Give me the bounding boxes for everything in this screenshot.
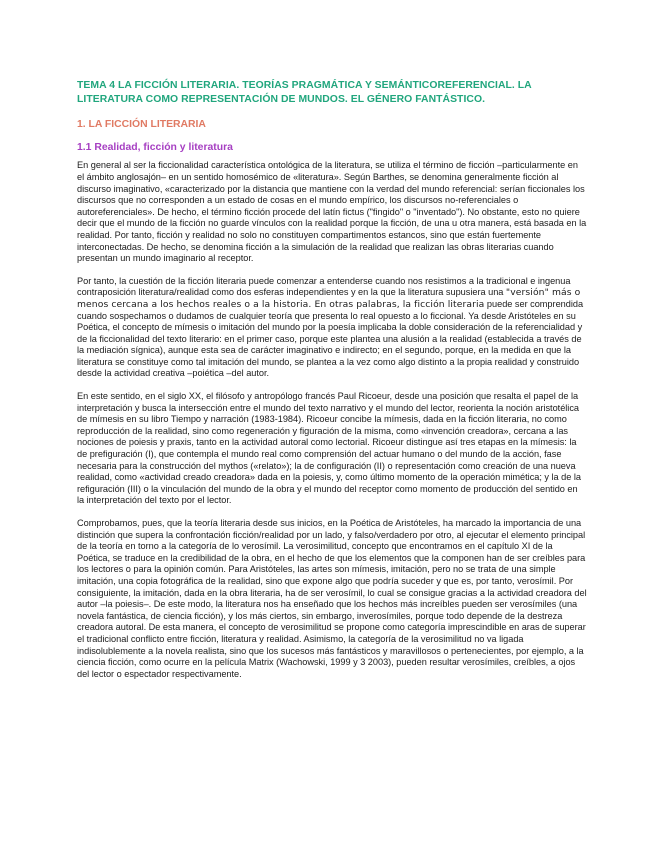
paragraph-4: Comprobamos, pues, que la teoría literaria desde sus inicios, en la Poética de Aristóteles, ha marcado la importancia de una distinción que supera la confrontación ficción/realidad por un lado, y falso/verdadero por otro, al ejecutar el elemento principal de la teoría en torno a la categoría de lo verosímil. La verosimilitud, concepto que encontramos en el capítulo XI de la Poética, se traduce en la credibilidad de la obra, en el hecho de que los elementos que la componen han de ser creíbles para los lectores o para la opinión común. Para Aristóteles, las artes son mímesis, imitación, pero no se trata de una simple imitación, una copia fotográfica de la realidad, sino que expone algo que podría suceder y que es, por tanto, verosímil. Por consiguiente, la imitación, dada en la obra literaria, ha de ser verosímil, lo cual se consigue gracias a la actividad creadora del autor –la poiesis–. De este modo, la literatura nos ha enseñado que los hechos más increíbles pueden ser verosímiles (una novela fantástica, de ciencia ficción), y los más ciertos, sin embargo, inverosímiles, porque todo depende de la destreza creadora autoral. De esta manera, el concepto de verosimilitud se propone como categoría imprescindible en aras de superar el tradicional conflicto entre ficción, literatura y realidad. Asimismo, la categoría de la verosimilitud no va ligada indisolublemente a la novela realista, sino que los sucesos más fantásticos y maravillosos o pertenecientes, por ejemplo, a la ciencia ficción, como ocurre en la película Matrix (Wachowski, 1999 y 3 2003), pueden resultar verosímiles, creíbles, a ojos del lector o espectador respectivamente. (77, 518, 587, 679)
paragraph-3: En este sentido, en el siglo XX, el filósofo y antropólogo francés Paul Ricoeur, desde una posición que resalta el papel de la interpretación y busca la intersección entre el mundo del texto narrativo y el mundo del lector, reorienta la noción aristotélica de mímesis en su libro Tiempo y narración (1983-1984). Ricoeur concibe la mímesis, dada en la ficción literaria, no como reproducción de la realidad, sino como regeneración y figuración de la misma, como «invención creadora», cercana a las nociones de poiesis y praxis, tanto en la actividad autoral como lectorial. Ricoeur distingue así tres etapas en la mímesis: la de prefiguración (I), que contempla el mundo real como comprensión del actuar humano o del mundo de la acción, fase necesaria para la construcción del mythos («relato»); la de configuración (II) o representación como creación de una nueva realidad, como «actividad creado creadora» dada en la poiesis, y, como último momento de la operación mimética; y la de la refiguración (III) o la vinculación del mundo de la obra y el mundo del receptor como momento de producción del sentido en la interpretación del texto por el lector. (77, 391, 581, 506)
paragraph-2 (77, 276, 587, 380)
subsection-heading: 1.1 Realidad, ficción y literatura (77, 141, 233, 153)
paragraph-2-start: Por tanto, la cuestión de la ficción literaria puede comenzar a entenderse cuando nos resistimos a la tradicional e ingenua contraposición literatura/realidad como dos esferas independientes y en la que la literatura supusiera una (77, 275, 571, 298)
paragraph-2-emphasis: "versión" más o menos cercana a los hechos reales o a la historia. En otras palabras, la ficción literaria (77, 287, 581, 310)
section-heading: 1. LA FICCIÓN LITERARIA (77, 119, 206, 131)
paragraph-1: En general al ser la ficcionalidad característica ontológica de la literatura, se utiliza el término de ficción –particularmente en el ámbito anglosajón– en un sentido homosémico de «literatura». Según Barthes, se denomina generalmente ficción al discurso imaginativo, «caracterizado por la distancia que mantiene con la verdad del mundo referencial: serían ficcionales los discursos que no corresponden a un estado de cosas en el mundo empírico, los discursos no-referenciales o autoreferenciales». De hecho, el término ficción procede del latín fictus ("fingido" o "inventado"). No obstante, esto no quiere decir que el mundo de la ficción no guarde vínculos con la realidad porque la ficción, de una u otra manera, está basada en la realidad. Por tanto, ficción y realidad no solo no constituyen compartimentos estancos, sino que están fuertemente interconectadas. De hecho, se denomina ficción a la simulación de la realidad que realizan las obras literarias cuando presentan un mundo imaginario al receptor. (77, 160, 587, 264)
document-content (77, 79, 587, 691)
document-title: TEMA 4 LA FICCIÓN LITERARIA. TEORÍAS PRAGMÁTICA Y SEMÁNTICOREFERENCIAL. LA LITERATURA COMO REPRESENTACIÓN DE MUNDOS. EL GÉNERO FANTÁSTICO. (77, 80, 532, 105)
paragraph-2-end: puede ser comprendida cuando sospechamos o dudamos de cualquier teoría que presenta lo real opuesto a lo ficcional. Ya desde Aristóteles en su Poética, el concepto de mímesis o imitación del mundo por la poesía implicaba la doble consideración de la referencialidad y de la ficcionalidad del texto literario: en el primer caso, porque este plantea una alusión a la realidad (establecida a través de la mediación sígnica), aunque esta sea de carácter imaginativo e indirecto; en el segundo, porque, en la medida en que la literatura se constituye como tal imitación del mundo, se plantea a la vez como algo distinto a la propia realidad y construido desde la actividad creativa –poiética –del autor. (77, 298, 584, 379)
